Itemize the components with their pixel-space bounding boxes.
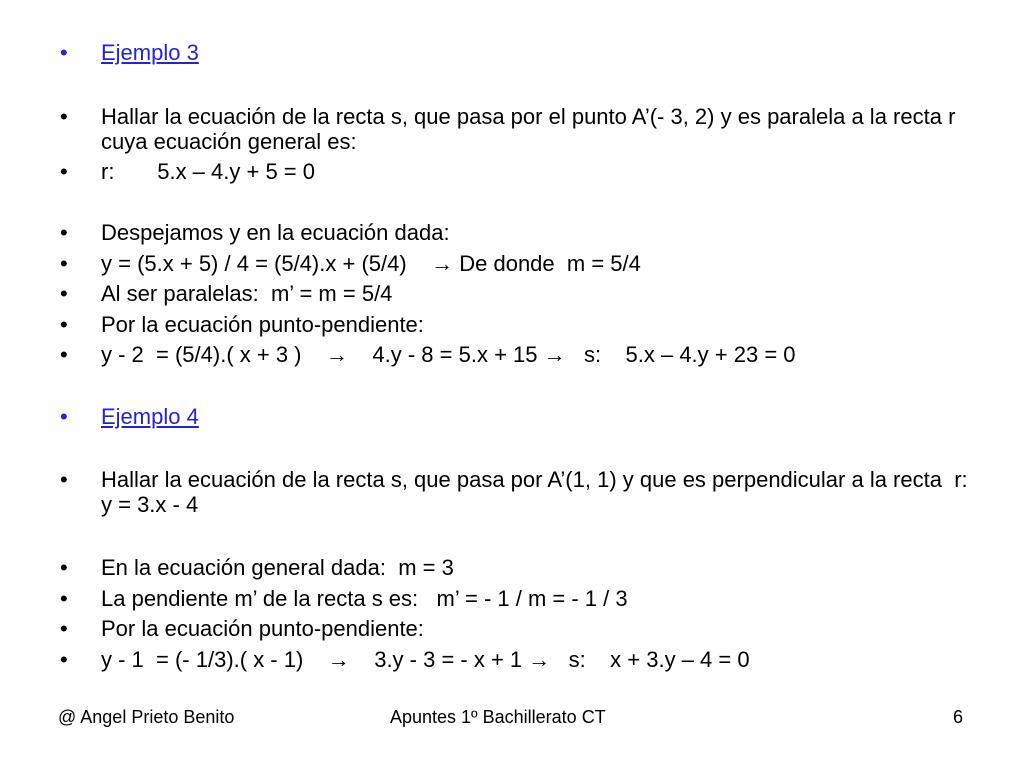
parallel-slope-item bbox=[60, 281, 990, 306]
example-3-heading-item bbox=[60, 40, 990, 65]
bullet: • bbox=[60, 251, 68, 276]
slope-calculation-item bbox=[60, 251, 990, 276]
footer-course: Apuntes 1º Bachillerato CT bbox=[390, 707, 606, 727]
perpendicular-slope-text: La pendiente m’ de la recta s es: m’ = - 1 / m = - 1 / 3 bbox=[101, 586, 628, 611]
parallel-slope-text: Al ser paralelas: m’ = m = 5/4 bbox=[101, 281, 393, 306]
example-3-solution: y - 2 = (5/4).( x + 3 ) → 4.y - 8 = 5.x + 15 → s: 5.x – 4.y + 23 = 0 bbox=[101, 342, 796, 367]
given-slope-text: En la ecuación general dada: m = 3 bbox=[101, 555, 454, 580]
point-slope-method-item-2 bbox=[60, 616, 990, 641]
example-4-heading: Ejemplo 4 bbox=[101, 404, 199, 429]
given-slope-item bbox=[60, 555, 990, 580]
example-3-solution-item bbox=[60, 342, 990, 367]
example-4-problem-text: Hallar la ecuación de la recta s, que pasa por A’(1, 1) y que es perpendicular a la recta r: y = 3.x - 4 bbox=[101, 467, 986, 517]
solve-for-y-text: Despejamos y en la ecuación dada: bbox=[101, 220, 450, 245]
bullet: • bbox=[60, 647, 68, 672]
bullet: • bbox=[60, 281, 68, 306]
line-r-equation-item bbox=[60, 159, 990, 184]
bullet: • bbox=[60, 616, 68, 641]
bullet: • bbox=[60, 220, 68, 245]
bullet: • bbox=[60, 40, 68, 65]
perpendicular-slope-item bbox=[60, 586, 990, 611]
bullet: • bbox=[60, 404, 68, 429]
footer-author: @ Angel Prieto Benito bbox=[58, 707, 235, 727]
example-4-problem-item bbox=[60, 467, 990, 517]
bullet: • bbox=[60, 586, 68, 611]
bullet: • bbox=[60, 312, 68, 337]
example-3-problem-text: Hallar la ecuación de la recta s, que pasa por el punto A’(- 3, 2) y es paralela a la recta r cuya ecuación general es: bbox=[101, 104, 962, 154]
point-slope-method-text-2: Por la ecuación punto-pendiente: bbox=[101, 616, 424, 641]
example-3-heading: Ejemplo 3 bbox=[101, 40, 199, 65]
bullet: • bbox=[60, 467, 68, 492]
example-4-heading-item bbox=[60, 404, 990, 429]
bullet: • bbox=[60, 342, 68, 367]
point-slope-method-item bbox=[60, 312, 990, 337]
slope-calculation: y = (5.x + 5) / 4 = (5/4).x + (5/4) → De donde m = 5/4 bbox=[101, 251, 641, 276]
example-4-solution-item bbox=[60, 647, 990, 672]
bullet: • bbox=[60, 104, 68, 129]
bullet: • bbox=[60, 159, 68, 184]
line-r-equation: r: 5.x – 4.y + 5 = 0 bbox=[101, 159, 315, 184]
page-number: 6 bbox=[953, 707, 964, 727]
bullet: • bbox=[60, 555, 68, 580]
solve-for-y-item bbox=[60, 220, 990, 245]
point-slope-method-text: Por la ecuación punto-pendiente: bbox=[101, 312, 424, 337]
example-3-problem-item bbox=[60, 104, 990, 154]
example-4-solution: y - 1 = (- 1/3).( x - 1) → 3.y - 3 = - x + 1 → s: x + 3.y – 4 = 0 bbox=[101, 647, 750, 672]
